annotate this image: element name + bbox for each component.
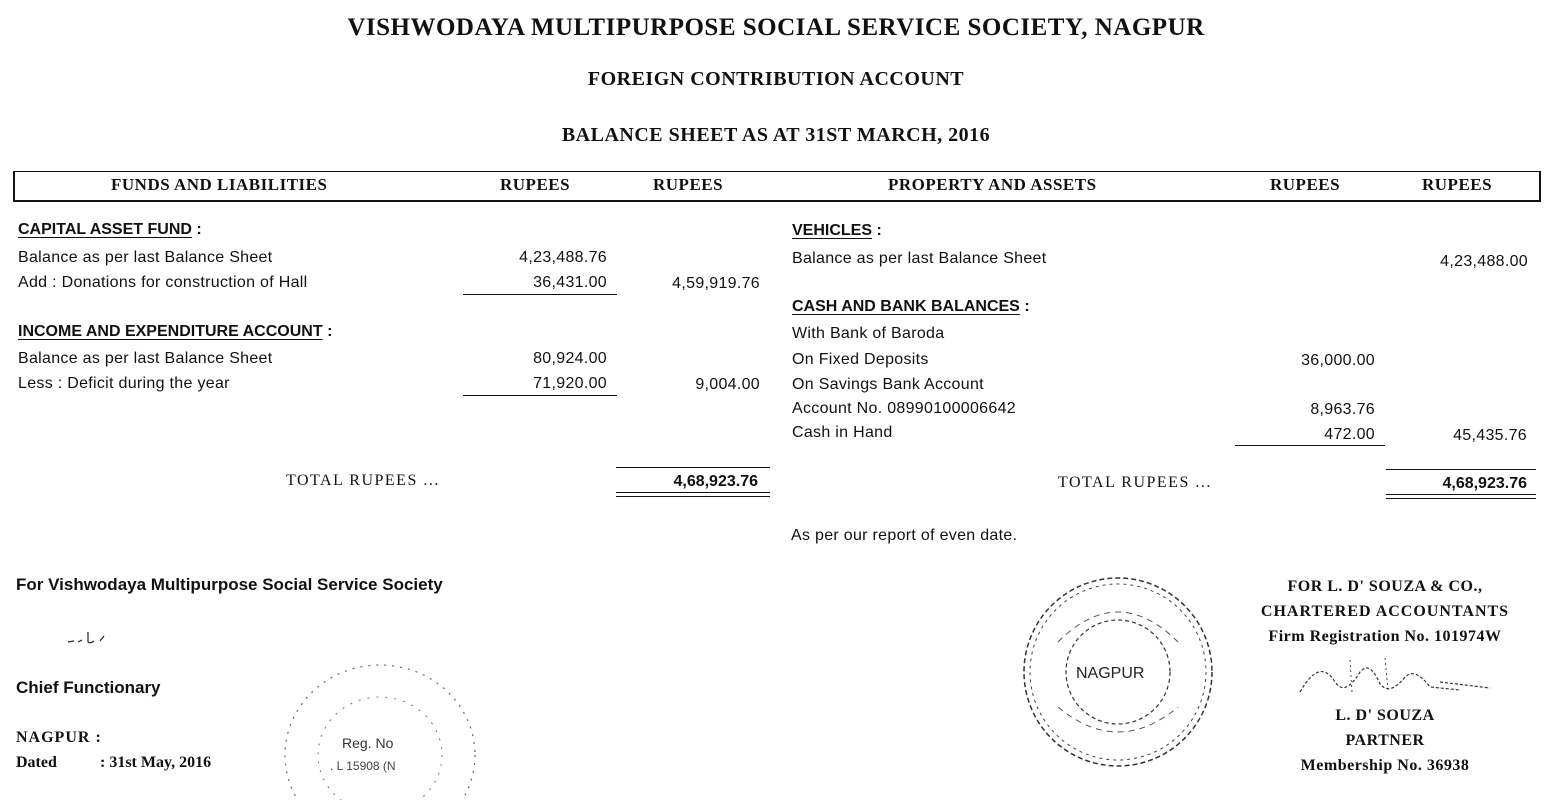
account-number-value: 8,963.76	[1310, 401, 1375, 418]
income-total-value: 9,004.00	[695, 376, 760, 393]
place-label: NAGPUR :	[16, 729, 102, 746]
society-stamp-text: Reg. No	[342, 735, 394, 751]
income-subtotal-rule	[463, 395, 617, 396]
col-funds-liabilities: FUNDS AND LIABILITIES	[111, 175, 328, 194]
organization-title: VISHWODAYA MULTIPURPOSE SOCIAL SERVICE SOCIETY, NAGPUR	[347, 14, 1205, 41]
statement-title: BALANCE SHEET AS AT 31ST MARCH, 2016	[561, 124, 991, 146]
assets-total-top-rule	[1386, 469, 1536, 470]
society-for-line: For Vishwodaya Multipurpose Social Service Society	[16, 575, 443, 594]
cash-bank-heading: CASH AND BANK BALANCES :	[792, 298, 1030, 315]
capital-balance-value: 4,23,488.76	[519, 249, 607, 266]
col-property-assets: PROPERTY AND ASSETS	[888, 175, 1097, 194]
auditor-role: PARTNER	[1345, 732, 1425, 749]
vehicles-heading: VEHICLES :	[792, 222, 882, 239]
dated-value: : 31st May, 2016	[100, 754, 212, 771]
auditor-for-line: FOR L. D' SOUZA & CO.,	[1287, 578, 1483, 595]
capital-donations-label: Add : Donations for construction of Hall	[18, 274, 308, 291]
cash-in-hand-label: Cash in Hand	[792, 424, 893, 441]
savings-account-label: On Savings Bank Account	[792, 376, 984, 393]
assets-total-value: 4,68,923.76	[1442, 475, 1527, 492]
society-signature	[66, 628, 116, 648]
income-balance-value: 80,924.00	[533, 350, 607, 367]
auditor-stamp	[1018, 572, 1218, 772]
auditor-signature	[1290, 652, 1510, 702]
assets-total-label: TOTAL RUPEES ...	[1058, 474, 1212, 491]
cash-bank-total-value: 45,435.76	[1453, 427, 1527, 444]
col-rupees-2: RUPEES	[653, 175, 724, 194]
auditor-membership: Membership No. 36938	[1300, 757, 1470, 774]
account-subtitle: FOREIGN CONTRIBUTION ACCOUNT	[587, 68, 965, 90]
capital-total-value: 4,59,919.76	[672, 275, 760, 292]
auditor-firm-type: CHARTERED ACCOUNTANTS	[1260, 603, 1510, 620]
vehicles-balance-label: Balance as per last Balance Sheet	[792, 250, 1047, 267]
svg-text:. L 15908 (N: . L 15908 (N	[330, 759, 396, 773]
assets-total-rule-2	[1386, 498, 1536, 499]
fixed-deposits-value: 36,000.00	[1301, 352, 1375, 369]
liabilities-total-rule-2	[616, 496, 770, 497]
income-balance-label: Balance as per last Balance Sheet	[18, 350, 273, 367]
report-note: As per our report of even date.	[791, 527, 1018, 544]
liabilities-total-label: TOTAL RUPEES ...	[286, 472, 440, 489]
auditor-stamp-text: NAGPUR	[1076, 665, 1145, 682]
capital-subtotal-rule	[463, 294, 617, 295]
bank-name-label: With Bank of Baroda	[792, 325, 945, 342]
income-expenditure-heading: INCOME AND EXPENDITURE ACCOUNT :	[18, 323, 333, 340]
col-rupees-3: RUPEES	[1270, 175, 1341, 194]
assets-total-rule-1	[1386, 494, 1536, 495]
account-number-label: Account No. 08990100006642	[792, 400, 1016, 417]
auditor-frn: Firm Registration No. 101974W	[1268, 628, 1502, 645]
chief-functionary-label: Chief Functionary	[16, 678, 161, 697]
liabilities-total-top-rule	[616, 467, 770, 468]
cash-subtotal-rule	[1235, 445, 1385, 446]
liabilities-total-value: 4,68,923.76	[673, 473, 758, 490]
income-deficit-label: Less : Deficit during the year	[18, 375, 230, 392]
capital-donations-value: 36,431.00	[533, 274, 607, 291]
society-stamp	[280, 655, 495, 800]
cash-in-hand-value: 472.00	[1324, 426, 1375, 443]
capital-balance-label: Balance as per last Balance Sheet	[18, 249, 273, 266]
auditor-name: L. D' SOUZA	[1335, 707, 1435, 724]
dated-label: Dated	[16, 754, 57, 771]
liabilities-total-rule-1	[616, 492, 770, 493]
income-deficit-value: 71,920.00	[533, 375, 607, 392]
col-rupees-1: RUPEES	[500, 175, 571, 194]
vehicles-total-value: 4,23,488.00	[1440, 253, 1528, 270]
col-rupees-4: RUPEES	[1422, 175, 1493, 194]
capital-asset-fund-heading: CAPITAL ASSET FUND :	[18, 221, 202, 238]
fixed-deposits-label: On Fixed Deposits	[792, 351, 929, 368]
